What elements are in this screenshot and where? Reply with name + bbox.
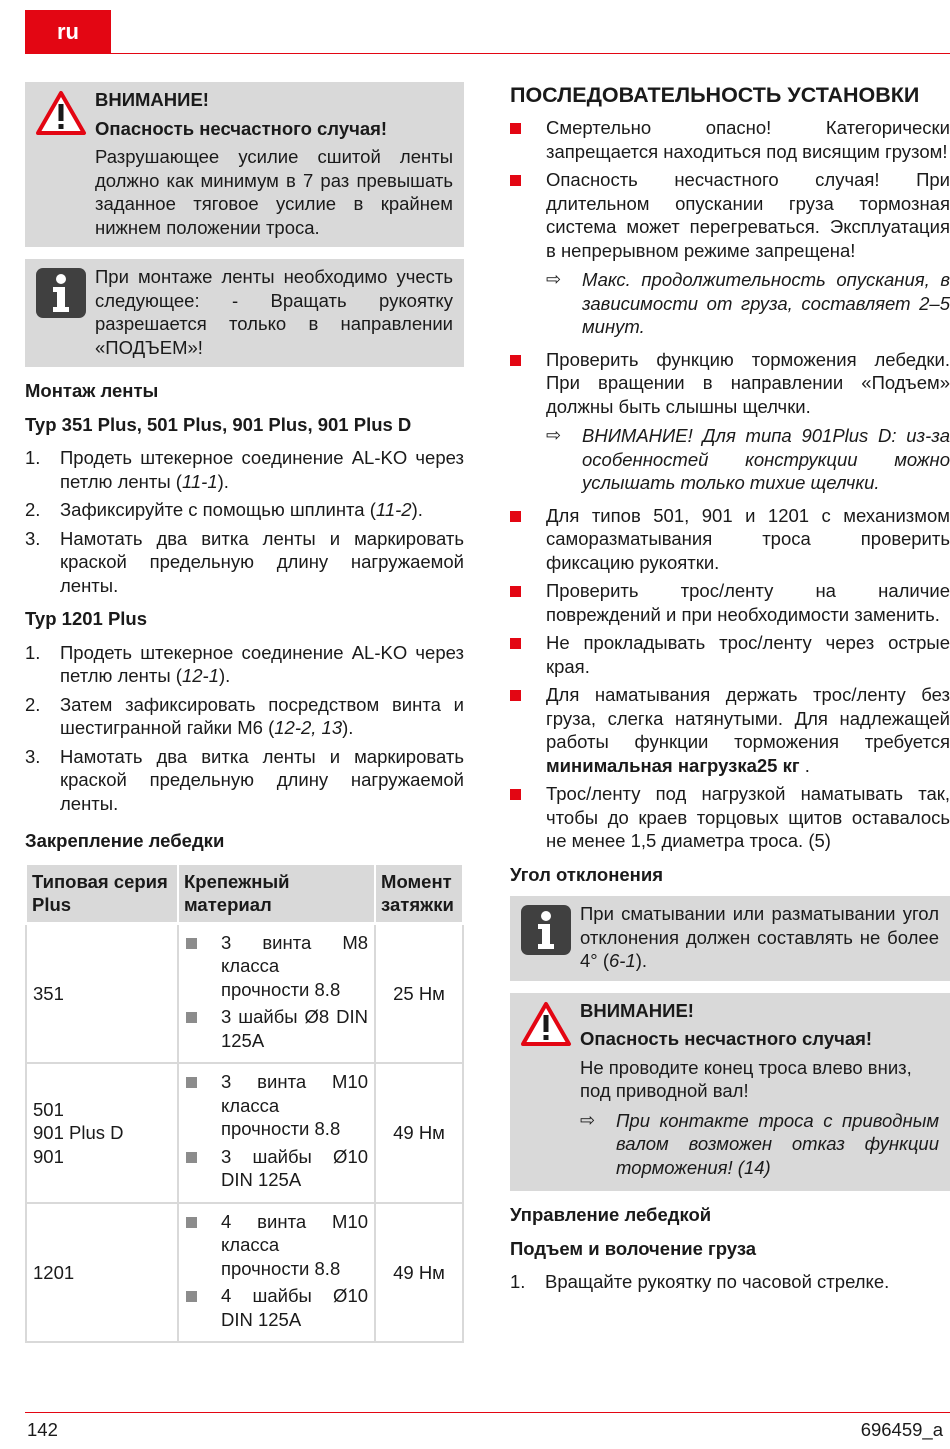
warning-box [510,993,950,1192]
header-rule [25,53,950,54]
step-text: Намотать два витка ленты и маркировать краской предельную длину нагружаемой ленты. [60,745,464,814]
bullet-text: Для наматывания держать трос/ленту без груза, слегка натянутыми. Для надлежащей работы функции торможения требуется [546,684,950,752]
step-text-end: ). [217,470,229,492]
bullet-text: Проверить функцию торможения лебедки. При вращении в направлении «Подъем» должны быть слышны щелчки. [546,348,950,417]
result-line [546,424,950,495]
result-text: Макс. продолжительность опускания, в зависимости от груза, составляет 2–5 минут. [582,269,950,337]
left-column [25,82,464,1343]
table-header: Момент затяжки [375,864,463,924]
material-text: 4 шайбы Ø10 DIN 125A [220,1285,369,1330]
step-number: 3. [25,745,41,767]
series-cell: 1201 [26,1203,178,1343]
bullet-text: Проверить трос/ленту на наличие повреждений и при необходимости заменить. [546,580,950,625]
list-item [185,1005,368,1052]
language-label: ru [57,19,79,45]
figure-ref: 12-1 [181,665,219,686]
result-line [546,268,950,339]
step-text: Намотать два витка ленты и маркировать краской предельную длину нагружаемой ленты. [60,527,464,596]
step-number: 2. [25,693,41,715]
info-box [510,896,950,981]
table-header: Крепежный материал [178,864,375,924]
list-item [510,504,950,575]
step-text: Вращайте рукоятку по часовой стрелке. [545,1271,890,1292]
page-number: 142 [27,1419,58,1440]
bullet-text: Опасность несчастного случая! При длительном опускании груза тормозная система может перегреваться. Эксплуатация в непрерывном режиме запрещена! [546,169,950,261]
list-item [185,1284,368,1331]
typ1-steps [25,446,464,597]
info-text-end: ). [635,950,648,971]
min-load-text: минимальная нагрузка25 кг [546,754,800,776]
figure-ref: 11-1 [181,470,218,492]
list-item [25,745,464,816]
list-item [510,683,950,777]
step-text-end: ). [342,717,354,738]
material-text: 3 шайбы Ø10 DIN 125A [220,1145,369,1190]
control-heading: Управление лебедкой [510,1204,712,1225]
series-cell: 351 [26,923,178,1063]
typ2-heading: Typ 1201 Plus [25,608,148,629]
bullet-text: Для типов 501, 901 и 1201 с механизмом саморазматывания троса проверить фиксацию рукоятки. [546,504,950,573]
table-header: Типовая серия Plus [26,864,178,924]
figure-ref: 6-1 [609,950,636,971]
list-item [25,693,464,740]
result-text: ВНИМАНИЕ! Для типа 901Plus D: из-за особенностей конструкции можно услышать только тихие щелчки. [582,425,950,493]
step-text: Затем зафиксировать посредством винта и шестигранной гайки M6 ( [60,693,464,738]
info-icon [520,902,580,973]
info-box [25,259,464,367]
step-text-end: ). [411,499,423,520]
result-arrow-icon: ⇨ [546,425,562,445]
list-item [510,348,950,499]
list-item [25,446,464,493]
figure-ref: 11-2 [375,499,412,520]
list-item [25,527,464,598]
warning-text: Не проводите конец троса влево вниз, под приводной вал! [580,1056,912,1101]
torque-table [25,863,464,1344]
step-number: 1. [25,641,41,663]
list-item [510,116,950,163]
list-item [25,641,464,688]
result-arrow-icon: ⇨ [580,1109,596,1130]
list-item [185,1145,368,1192]
table-row [26,923,463,1063]
section-title: ПОСЛЕДОВАТЕЛЬНОСТЬ УСТАНОВКИ [510,83,920,107]
material-text: 3 шайбы Ø8 DIN 125A [220,1006,369,1051]
step-number: 3. [25,527,41,549]
lift-heading: Подъем и волочение груза [510,1237,757,1259]
typ1-heading: Typ 351 Plus, 501 Plus, 901 Plus, 901 Plus D [25,413,412,435]
bullet-text-end: . [799,754,810,776]
series-cell: 501 901 Plus D 901 [26,1063,178,1203]
list-item [25,498,464,522]
list-item [510,579,950,626]
warning-title: Опасность несчастного случая! [95,117,388,139]
warning-triangle-icon [520,999,580,1184]
warning-box [25,82,464,247]
info-text: При сматывании или разматывании угол отклонения должен составлять не более 4° ( [580,903,939,971]
mount-heading: Монтаж ленты [25,380,159,401]
result-text: При контакте троса с приводным валом возможен отказ функции торможения! (14) [616,1109,939,1178]
material-cell [178,1063,375,1203]
angle-heading: Угол отклонения [510,863,663,885]
step-number: 1. [510,1271,526,1292]
footer-rule [25,1412,950,1413]
bullet-text: Трос/ленту под нагрузкой наматывать так, чтобы до краев торцовых щитов оставалось не менее 1,5 диаметра троса. (5) [546,783,950,851]
material-text: 3 винта M8 класса прочности 8.8 [220,931,369,1000]
document-code: 696459_a [860,1419,943,1440]
material-cell [178,1203,375,1343]
material-cell [178,923,375,1063]
figure-ref: 12-2, 13 [274,717,343,738]
table-row [26,1063,463,1203]
warning-text: Разрушающее усилие сшитой ленты должно как минимум в 7 раз превышать заданное тяговое усилие в крайнем нижнем положении троса. [95,146,453,238]
list-item [510,631,950,678]
list-item [510,782,950,853]
warning-label: ВНИМАНИЕ! [580,999,694,1021]
list-item [510,1270,950,1294]
warning-title: Опасность несчастного случая! [580,1028,873,1049]
list-item [510,168,950,343]
bullet-text: Не прокладывать трос/ленту через острые края. [546,632,950,677]
material-text: 3 винта M10 класса прочности 8.8 [220,1071,369,1139]
warning-triangle-icon [35,88,95,239]
step-text: Продеть штекерное соединение AL-KO через петлю ленты ( [60,641,464,686]
lift-steps [510,1270,950,1294]
list-item [185,931,368,1002]
warning-label: ВНИМАНИЕ! [95,89,209,110]
right-column [510,82,950,1299]
result-arrow-icon: ⇨ [546,269,562,289]
typ2-steps [25,641,464,816]
step-text-end: ). [218,665,231,686]
torque-cell: 49 Нм [375,1203,463,1343]
info-icon [35,265,95,359]
language-tab [25,10,111,54]
step-number: 1. [25,447,41,468]
table-row [26,1203,463,1343]
info-text: При монтаже ленты необходимо учесть следующее: - Вращать рукоятку разрешается только в направлении «ПОДЪЕМ»! [95,266,453,358]
material-text: 4 винта M10 класса прочности 8.8 [220,1210,369,1279]
step-text: Зафиксируйте с помощью шплинта ( [60,499,376,520]
step-number: 2. [25,499,41,520]
step-text: Продеть штекерное соединение AL-KO через петлю ленты ( [60,447,464,492]
torque-cell: 49 Нм [375,1063,463,1203]
list-item [185,1070,368,1141]
bullet-text: Смертельно опасно! Категорически запрещается находиться под висящим грузом! [546,117,950,162]
table-header-row [26,864,463,924]
result-line [580,1109,939,1180]
list-item [185,1210,368,1281]
fix-heading: Закрепление лебедки [25,830,225,851]
torque-cell: 25 Нм [375,923,463,1063]
install-bullets [510,116,950,853]
